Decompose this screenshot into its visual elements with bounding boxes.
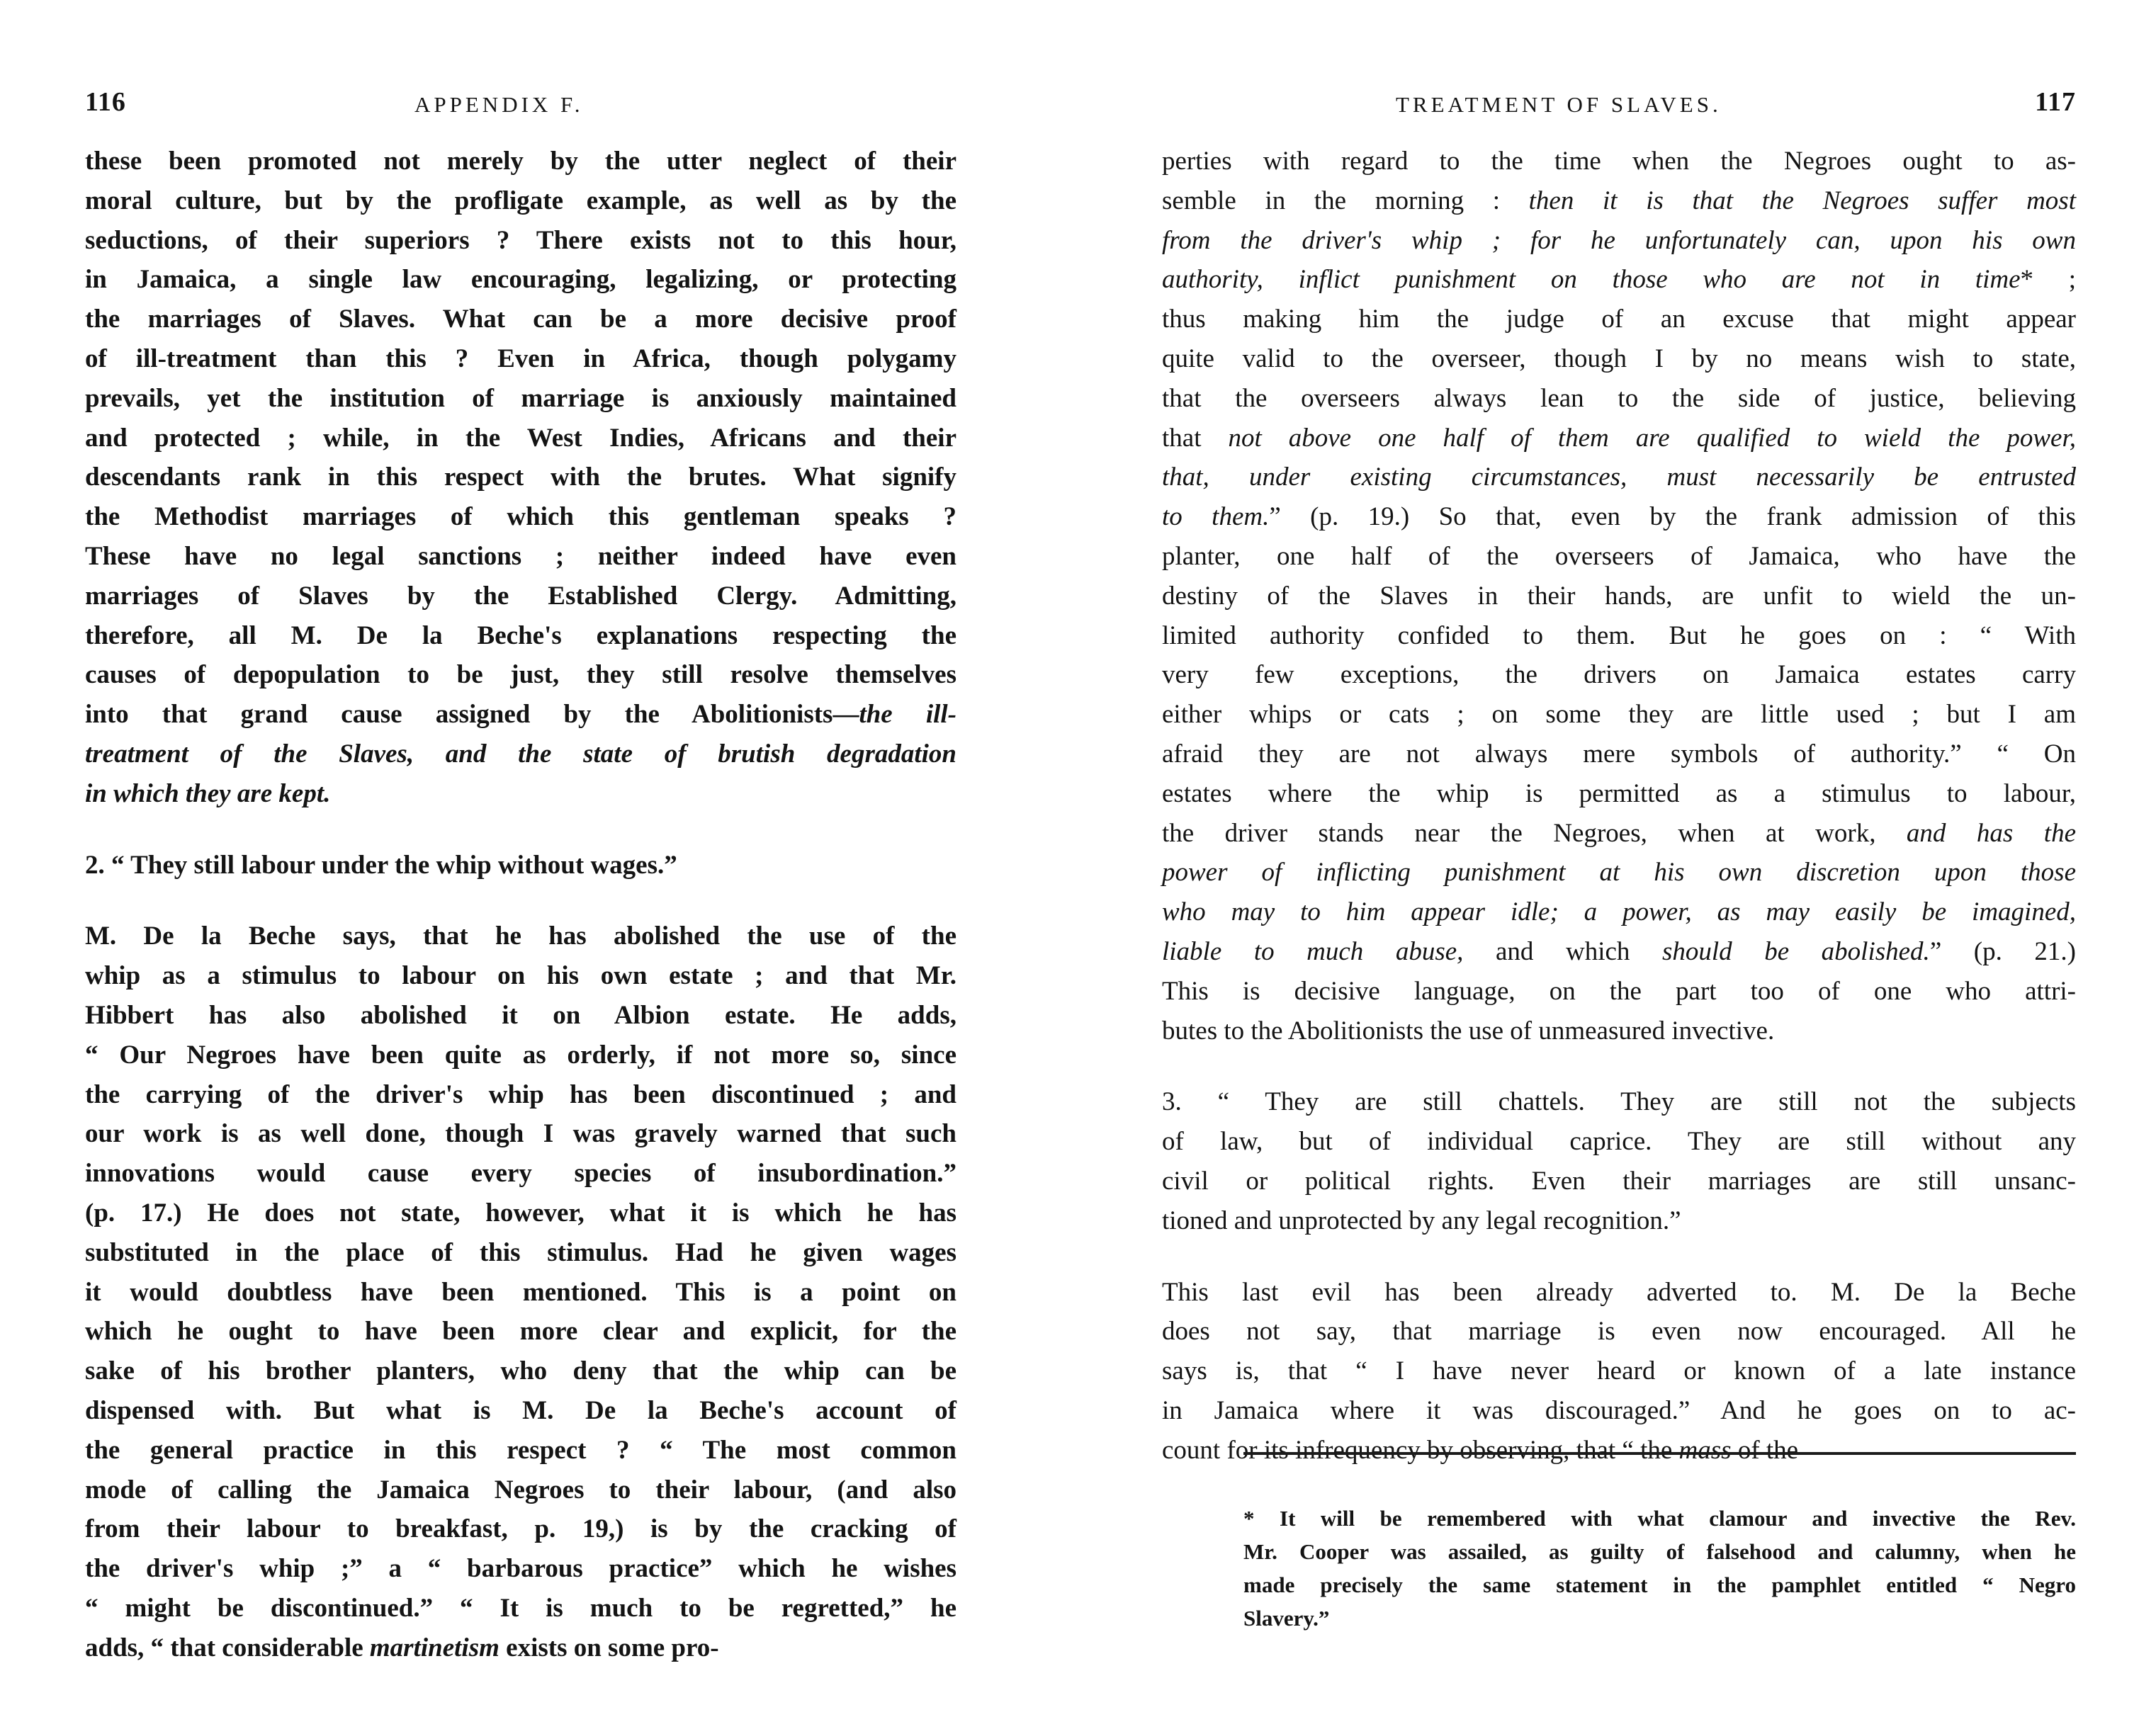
italic-text: that, under existing circumstances, must necessarily be entrusted [1162,463,2076,492]
text-line [1162,1011,2076,1051]
text-run: planter, one half of the overseers of Jamaica, who have the [1162,541,2076,571]
text-run: exists on some pro- [499,1633,719,1662]
text-line [1162,1162,2076,1201]
text-line [85,1233,956,1273]
text-line [85,846,956,885]
italic-text: to them. [1162,502,1270,532]
text-line [85,300,956,339]
text-line [1162,339,2076,379]
text-run: adds, “ that considerable [85,1633,370,1662]
text-line [85,1036,956,1075]
text-run: of the [1731,1435,1799,1465]
text-run: the driver stands near the Negroes, when at work, [1162,818,1907,848]
text-line [1162,537,2076,577]
text-line [1162,932,2076,972]
text-run: causes of depopulation to be just, they still resolve themselves [85,660,956,690]
text-line [85,339,956,379]
text-line [85,996,956,1036]
text-line [1162,1201,2076,1241]
text-line [85,1075,956,1115]
text-run: therefore, all M. De la Beche's explanations respecting the [85,620,956,650]
text-line [85,1391,956,1431]
text-run: these been promoted not merely by the utter neglect of their [85,147,956,176]
text-line [1162,577,2076,616]
text-run: that the overseers always lean to the side of justice, believing [1162,383,2076,413]
paragraph-gap [85,814,956,846]
text-run: These have no legal sanctions ; neither indeed have even [85,541,956,571]
text-line [85,1470,956,1510]
text-line [1162,1273,2076,1313]
italic-text: should be abolished. [1661,936,1930,966]
text-line [85,1154,956,1194]
text-run: * ; [2020,265,2077,295]
text-run: (p. 17.) He does not state, however, what it is which he has [85,1198,956,1228]
page-body [1162,142,2076,1470]
text-run: it would doubtless have been mentioned. This is a point on [85,1277,956,1307]
text-run: This last evil has been already adverted to. M. De la Beche [1162,1277,2076,1307]
text-run: the marriages of Slaves. What can be a more decisive proof [85,305,956,334]
text-run: “ Our Negroes have been quite as orderly, if not more so, since [85,1040,956,1070]
italic-text: who may to him appear idle; a power, as may easily be imagined, [1162,897,2076,927]
paragraph-gap [85,885,956,917]
running-head: APPENDIX F. [414,92,584,117]
text-run: 3. “ They are still chattels. They are still not the subjects [1162,1087,2076,1117]
text-line [85,260,956,300]
footnote-line: * It will be remembered with what clamour and invective the Rev. [1243,1506,2076,1531]
text-line [85,774,956,814]
text-run: whip as a stimulus to labour on his own estate ; and that Mr. [85,961,956,991]
text-run: mode of calling the Jamaica Negroes to their labour, (and also [85,1475,956,1504]
italic-text: not above one half of them are qualified to wield the power, [1228,423,2077,453]
text-line [85,1351,956,1391]
text-run: the carrying of the driver's whip has been discontinued ; and [85,1079,956,1109]
page-body [85,142,956,1667]
text-line [1162,1351,2076,1391]
text-line [85,735,956,774]
italic-text: then it is that the Negroes suffer most [1528,186,2076,215]
text-line [85,181,956,221]
text-run: and which [1463,936,1662,966]
italic-text: liable to much abuse, [1162,936,1464,966]
text-run: “ might be discontinued.” “ It is much to be regretted,” he [85,1593,956,1623]
text-run: seductions, of their superiors ? There exists not to this hour, [85,225,956,255]
text-run: and protected ; while, in the West Indies, Africans and their [85,423,956,453]
text-line [85,221,956,261]
text-line [85,616,956,656]
text-line [1162,497,2076,537]
italic-text: in which they are kept. [85,778,331,808]
text-line [85,379,956,419]
text-run: either whips or cats ; on some they are little used ; but I am [1162,700,2076,730]
text-run: the Methodist marriages of which this gentleman speaks ? [85,502,956,532]
text-run: that [1162,423,1229,453]
paragraph-gap [1162,1241,2076,1273]
text-line [1162,972,2076,1011]
text-run: count for its infrequency by observing, that “ the [1162,1435,1679,1465]
text-line [85,1273,956,1313]
text-line [1162,419,2076,458]
footnote-rule [1243,1452,2076,1455]
text-line [1162,853,2076,892]
text-run: into that grand cause assigned by the Abolitionists— [85,700,859,730]
text-line [1162,1391,2076,1431]
running-head: TREATMENT OF SLAVES. [1396,92,1722,117]
italic-text: power of inflicting punishment at his own discretion upon those [1162,858,2076,888]
text-run: which he ought to have been more clear and explicit, for the [85,1317,956,1347]
text-line [85,537,956,577]
text-line [85,577,956,616]
text-run: the general practice in this respect ? “ The most common [85,1435,956,1465]
footnote-line: Mr. Cooper was assailed, as guilty of falsehood and calumny, when he [1243,1539,2076,1564]
text-run: our work is as well done, though I was gravely warned that such [85,1119,956,1149]
text-run: thus making him the judge of an excuse that might appear [1162,305,2076,334]
text-line [1162,1312,2076,1351]
text-line [1162,260,2076,300]
text-line [1162,1431,2076,1470]
text-run: descendants rank in this respect with the brutes. What signify [85,463,956,492]
text-line [85,1312,956,1351]
text-line [85,458,956,497]
text-line [85,497,956,537]
text-run: the driver's whip ;” a “ barbarous practice” which he wishes [85,1554,956,1584]
text-run: from their labour to breakfast, p. 19,) is by the cracking of [85,1514,956,1544]
text-line [1162,458,2076,497]
paragraph-gap [1162,1050,2076,1082]
footnote-line: Slavery.” [1243,1606,1330,1631]
text-line [1162,1082,2076,1122]
text-run: moral culture, but by the profligate example, as well as by the [85,186,956,215]
text-run: semble in the morning : [1162,186,1529,215]
text-run: destiny of the Slaves in their hands, are unfit to wield the un- [1162,581,2076,611]
text-run: in Jamaica where it was discouraged.” And he goes on to ac- [1162,1395,2076,1425]
text-line [85,1431,956,1470]
text-run: 2. “ They still labour under the whip without wages.” [85,850,677,880]
text-run: This is decisive language, on the part too of one who attri- [1162,976,2076,1006]
text-line [85,1114,956,1154]
text-line [1162,774,2076,814]
text-run: in Jamaica, a single law encouraging, legalizing, or protecting [85,265,956,295]
text-line [1162,142,2076,181]
footnote-line: made precisely the same statement in the pamphlet entitled “ Negro [1243,1572,2076,1597]
page-number: 116 [85,87,126,117]
text-line [1162,181,2076,221]
italic-text: mass [1678,1435,1732,1465]
text-line [1162,300,2076,339]
text-run: dispensed with. But what is M. De la Beche's account of [85,1395,956,1425]
text-run: afraid they are not always mere symbols of authority.” “ On [1162,739,2076,769]
italic-text: the ill- [859,700,956,730]
text-run: estates where the whip is permitted as a stimulus to labour, [1162,778,2076,808]
text-line [85,655,956,695]
text-line [85,956,956,996]
text-run: ” (p. 19.) So that, even by the frank admission of this [1269,502,2077,532]
text-line [85,142,956,181]
text-line [1162,221,2076,261]
text-line [1162,695,2076,735]
text-line [85,1628,956,1668]
italic-text: treatment of the Slaves, and the state of brutish degradation [85,739,956,769]
text-run: marriages of Slaves by the Established Clergy. Admitting, [85,581,956,611]
text-line [1162,1122,2076,1162]
text-run: butes to the Abolitionists the use of unmeasured invective. [1162,1016,1775,1045]
text-run: ” (p. 21.) [1929,936,2076,966]
text-line [1162,379,2076,419]
text-run: of law, but of individual caprice. They are still without any [1162,1127,2076,1157]
text-run: of ill-treatment than this ? Even in Africa, though polygamy [85,344,956,373]
text-run: sake of his brother planters, who deny that the whip can be [85,1356,956,1386]
text-run: perties with regard to the time when the Negroes ought to as- [1162,147,2076,176]
text-run: Hibbert has also abolished it on Albion estate. He adds, [85,1000,956,1030]
text-run: quite valid to the overseer, though I by no means wish to state, [1162,344,2076,373]
italic-text: authority, inflict punishment on those who are not in time [1162,265,2021,295]
text-line [1162,616,2076,656]
footnote [1243,1502,2076,1635]
italic-text: martinetism [369,1633,500,1662]
text-line [85,419,956,458]
text-run: M. De la Beche says, that he has abolished the use of the [85,922,956,951]
text-run: innovations would cause every species of insubordination.” [85,1159,956,1189]
page-number: 117 [2035,87,2076,117]
text-line [85,1549,956,1589]
text-line [85,1194,956,1233]
text-run: tioned and unprotected by any legal recognition.” [1162,1206,1681,1235]
text-run: very few exceptions, the drivers on Jamaica estates carry [1162,660,2076,690]
text-run: civil or political rights. Even their marriages are still unsanc- [1162,1166,2076,1196]
text-line [85,695,956,735]
text-line [85,917,956,956]
text-run: substituted in the place of this stimulus. Had he given wages [85,1237,956,1267]
italic-text: and has the [1906,818,2076,848]
text-run: prevails, yet the institution of marriage is anxiously maintained [85,383,956,413]
text-line [1162,892,2076,932]
text-run: limited authority confided to them. But he goes on : “ With [1162,620,2076,650]
text-line [85,1509,956,1549]
text-run: does not say, that marriage is even now encouraged. All he [1162,1317,2076,1347]
italic-text: from the driver's whip ; for he unfortunately can, upon his own [1162,225,2076,255]
text-line [1162,814,2076,854]
text-line [1162,735,2076,774]
text-line [85,1589,956,1628]
text-run: says is, that “ I have never heard or known of a late instance [1162,1356,2076,1386]
text-line [1162,655,2076,695]
